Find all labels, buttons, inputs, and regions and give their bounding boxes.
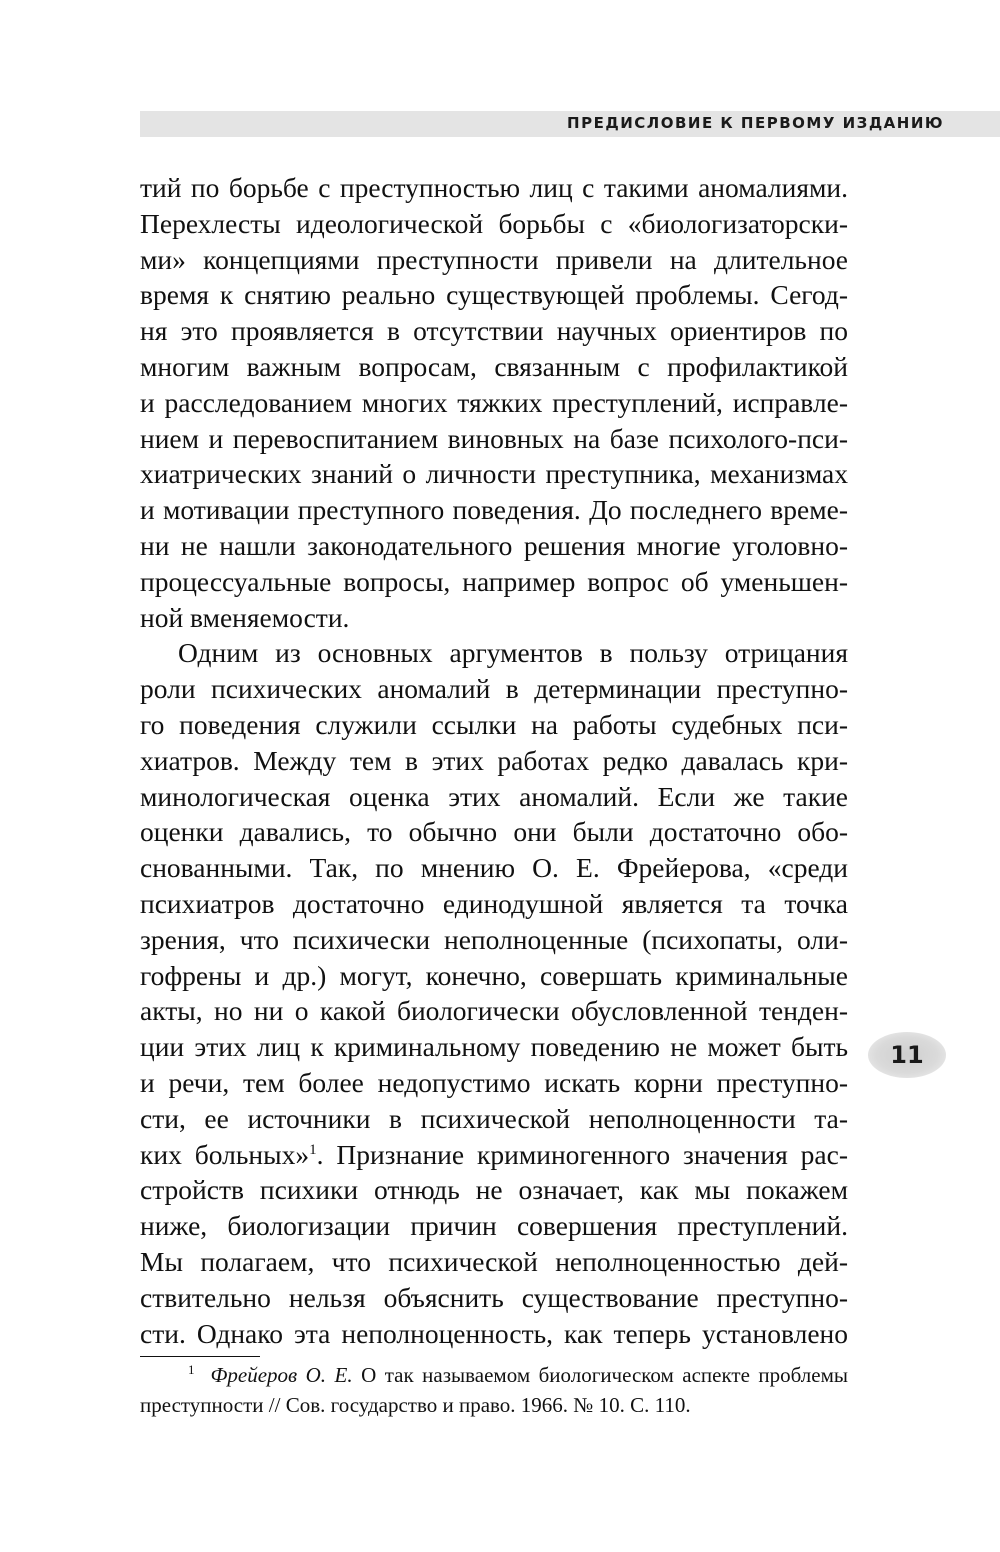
footnote-line xyxy=(140,1360,848,1390)
text-line: и расследованием многих тяжких преступлений, исправле- xyxy=(140,386,848,418)
text-line: акты, но ни о какой биологически обусловленной тенден- xyxy=(140,995,848,1027)
text-line: Мы полагаем, что психической неполноценностью дей- xyxy=(140,1245,848,1277)
text-line: хиатров. Между тем в этих работах редко давалась кри- xyxy=(140,744,848,776)
text-line-with-footnote-ref xyxy=(140,1137,848,1173)
text-line: тий по борьбе с преступностью лиц с такими аномалиями. xyxy=(140,172,848,203)
text-line: стройств психики отнюдь не означает, как мы покажем xyxy=(140,1174,848,1206)
footnote-reference[interactable]: 1 xyxy=(309,1141,317,1158)
footnote-separator xyxy=(140,1356,260,1357)
body-text xyxy=(140,170,848,1351)
text-line: ни не нашли законодательного решения многие уголовно- xyxy=(140,529,848,561)
text-line: минологическая оценка этих аномалий. Если же такие xyxy=(140,780,848,812)
page-number-badge xyxy=(868,1032,946,1078)
text-line: время к снятию реально существующей проблемы. Сегод- xyxy=(140,279,848,311)
text-line: роли психических аномалий в детерминации преступно- xyxy=(140,673,848,705)
text-line: и речи, тем более недопустимо искать корни преступно- xyxy=(140,1066,848,1098)
text-line: оценки давались, то обычно они были достаточно обо- xyxy=(140,816,848,848)
footnote-text: О так называемом биологическом аспекте проблемы xyxy=(352,1363,849,1387)
footnote xyxy=(140,1360,848,1420)
text-line: снованными. Так, по мнению О. Е. Фрейерова, «среди xyxy=(140,852,848,884)
text-line: нием и перевоспитанием виновных на базе психолого-пси- xyxy=(140,422,848,454)
text-line: многим важным вопросам, связанным с профилактикой xyxy=(140,350,848,382)
text-line: процессуальные вопросы, например вопрос об уменьшен- xyxy=(140,565,848,597)
text-fragment: . Признание криминогенного значения рас- xyxy=(316,1138,848,1170)
text-fragment: ких больных» xyxy=(140,1138,310,1170)
text-line: Перехлесты идеологической борьбы с «биологизаторски- xyxy=(140,207,848,239)
text-line: сти, ее источники в психической неполноценности та- xyxy=(140,1102,848,1134)
paragraph-first-line: Одним из основных аргументов в пользу отрицания xyxy=(178,637,848,669)
footnote-line: преступности // Сов. государство и право. 1966. № 10. С. 110. xyxy=(140,1393,691,1417)
text-line: гофрены и др.) могут, конечно, совершать криминальные xyxy=(140,959,848,991)
text-line: хиатрических знаний о личности преступника, механизмах xyxy=(140,458,848,490)
text-line: го поведения служили ссылки на работы судебных пси- xyxy=(140,708,848,740)
text-line: ции этих лиц к криминальному поведению не может быть xyxy=(140,1031,848,1063)
text-line: ми» концепциями преступности привели на длительное xyxy=(140,243,848,275)
text-line: и мотивации преступного поведения. До последнего време- xyxy=(140,494,848,526)
text-line: ня это проявляется в отсутствии научных ориентиров по xyxy=(140,315,848,347)
text-line: сти. Однако эта неполноценность, как теперь установлено xyxy=(140,1317,848,1349)
running-header-title: ПРЕДИСЛОВИЕ К ПЕРВОМУ ИЗДАНИЮ xyxy=(567,114,944,132)
page-number: 11 xyxy=(890,1041,924,1069)
footnote-author: Фрейеров О. Е. xyxy=(210,1363,353,1387)
text-line: психиатров достаточно единодушной является та точка xyxy=(140,887,848,919)
text-line: зрения, что психически неполноценные (психопаты, оли- xyxy=(140,923,848,955)
footnote-marker: 1 xyxy=(188,1362,195,1377)
paragraph-end-line: ной вменяемости. xyxy=(140,601,350,633)
running-header-bar xyxy=(140,111,1000,137)
text-line: ниже, биологизации причин совершения преступлений. xyxy=(140,1210,848,1242)
text-line: ствительно нельзя объяснить существование преступно- xyxy=(140,1281,848,1313)
